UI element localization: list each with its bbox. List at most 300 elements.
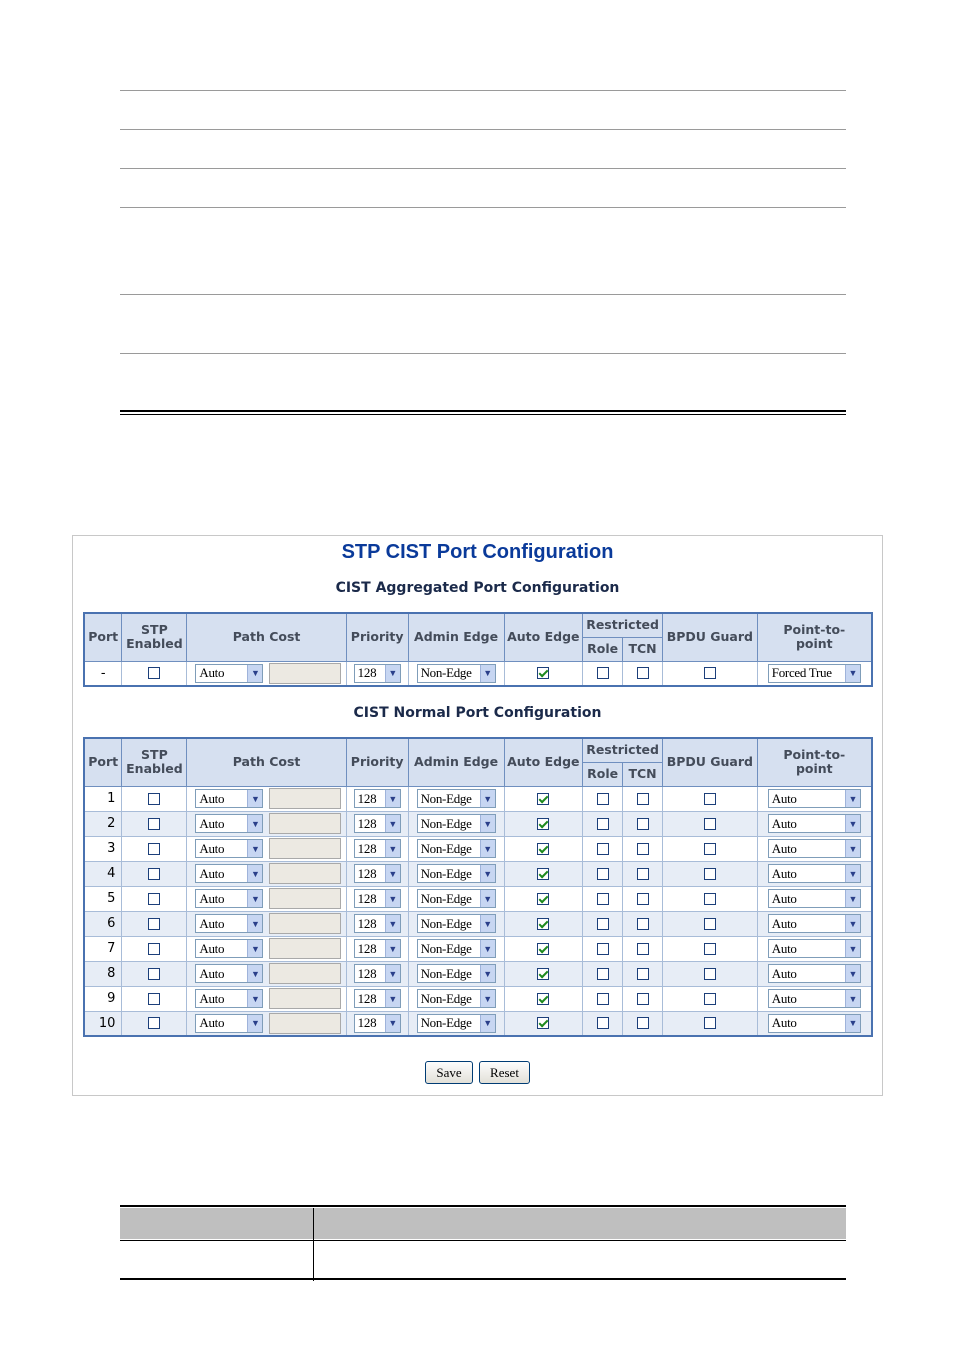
column-divider (313, 1208, 314, 1281)
rule-line (120, 90, 846, 91)
rule-line (120, 1205, 846, 1207)
admin-edge-cell (408, 961, 504, 986)
point-to-point-select[interactable] (768, 964, 861, 983)
stp-enabled-checkbox[interactable] (148, 943, 160, 955)
auto-edge-checkbox[interactable] (537, 893, 549, 905)
bpdu-guard-cell (663, 661, 758, 686)
chevron-down-icon: ▼ (247, 840, 262, 857)
restricted-role-checkbox[interactable] (597, 968, 609, 980)
chevron-down-icon: ▼ (247, 1015, 262, 1032)
chevron-down-icon: ▼ (480, 940, 495, 957)
chevron-down-icon: ▼ (480, 665, 495, 682)
restricted-role-checkbox[interactable] (597, 1017, 609, 1029)
select-value: Non-Edge (420, 940, 472, 956)
select-value: Auto (199, 790, 225, 806)
chevron-down-icon: ▼ (247, 965, 262, 982)
auto-edge-checkbox[interactable] (537, 1017, 549, 1029)
admin-edge-select[interactable] (417, 989, 496, 1008)
auto-edge-checkbox[interactable] (537, 868, 549, 880)
stp-enabled-cell (122, 661, 187, 686)
path-cost-input[interactable] (269, 663, 341, 684)
priority-select[interactable] (354, 839, 401, 858)
chevron-down-icon: ▼ (385, 840, 400, 857)
stp-enabled-checkbox[interactable] (148, 993, 160, 1005)
auto-edge-cell (504, 886, 583, 911)
chevron-down-icon: ▼ (247, 890, 262, 907)
point-to-point-cell (757, 961, 872, 986)
chevron-down-icon: ▼ (385, 1015, 400, 1032)
point-to-point-select[interactable] (768, 889, 861, 908)
bpdu-guard-checkbox[interactable] (704, 1017, 716, 1029)
role-cell (583, 961, 623, 986)
restricted-tcn-checkbox[interactable] (637, 943, 649, 955)
stp-enabled-cell (122, 786, 187, 811)
path-cost-cell (187, 911, 346, 936)
chevron-down-icon: ▼ (385, 815, 400, 832)
admin-edge-select[interactable] (417, 864, 496, 883)
chevron-down-icon: ▼ (845, 965, 860, 982)
restricted-tcn-checkbox[interactable] (637, 667, 649, 679)
path-cost-select[interactable] (195, 789, 263, 808)
priority-select[interactable] (354, 864, 401, 883)
select-value: Non-Edge (420, 915, 472, 931)
rule-line (120, 414, 846, 415)
select-value: Auto (771, 965, 797, 981)
admin-edge-cell (408, 936, 504, 961)
priority-cell (346, 961, 408, 986)
role-cell (583, 911, 623, 936)
priority-cell (346, 786, 408, 811)
path-cost-input[interactable] (269, 913, 341, 934)
select-value: Auto (771, 940, 797, 956)
point-to-point-select[interactable] (768, 864, 861, 883)
bpdu-guard-checkbox[interactable] (704, 918, 716, 930)
path-cost-input[interactable] (269, 863, 341, 884)
select-value: Auto (771, 890, 797, 906)
bpdu-guard-checkbox[interactable] (704, 818, 716, 830)
restricted-tcn-checkbox[interactable] (637, 968, 649, 980)
restricted-role-checkbox[interactable] (597, 793, 609, 805)
col-path-cost: Path Cost (187, 613, 346, 661)
restricted-tcn-checkbox[interactable] (637, 793, 649, 805)
point-to-point-cell (757, 836, 872, 861)
restricted-role-checkbox[interactable] (597, 868, 609, 880)
path-cost-select[interactable] (195, 989, 263, 1008)
chevron-down-icon: ▼ (480, 890, 495, 907)
restricted-tcn-checkbox[interactable] (637, 1017, 649, 1029)
restricted-tcn-checkbox[interactable] (637, 868, 649, 880)
aggregated-port-table (83, 612, 873, 687)
save-button[interactable]: Save (425, 1061, 473, 1084)
path-cost-select[interactable] (195, 914, 263, 933)
stp-enabled-checkbox[interactable] (148, 1017, 160, 1029)
auto-edge-checkbox[interactable] (537, 968, 549, 980)
priority-select[interactable] (354, 789, 401, 808)
point-to-point-cell (757, 786, 872, 811)
chevron-down-icon: ▼ (480, 790, 495, 807)
admin-edge-select[interactable] (417, 814, 496, 833)
port-number: 10 (84, 1011, 122, 1036)
auto-edge-checkbox[interactable] (537, 843, 549, 855)
reset-button[interactable]: Reset (479, 1061, 530, 1084)
port-number: 2 (84, 811, 122, 836)
table-row (84, 986, 872, 1011)
chevron-down-icon: ▼ (480, 1015, 495, 1032)
col-label: Enabled (126, 761, 183, 777)
select-value: Auto (771, 840, 797, 856)
auto-edge-cell (504, 911, 583, 936)
select-value: Forced True (771, 665, 832, 681)
chevron-down-icon: ▼ (247, 915, 262, 932)
priority-cell (346, 1011, 408, 1036)
admin-edge-cell (408, 811, 504, 836)
select-value: Non-Edge (420, 965, 472, 981)
role-cell (583, 811, 623, 836)
auto-edge-checkbox[interactable] (537, 793, 549, 805)
priority-cell (346, 811, 408, 836)
table-row (84, 1011, 872, 1036)
chevron-down-icon: ▼ (480, 865, 495, 882)
col-label: Point-to- (783, 747, 846, 763)
point-to-point-cell (757, 911, 872, 936)
point-to-point-cell (757, 811, 872, 836)
select-value: Non-Edge (420, 790, 472, 806)
bpdu-guard-checkbox[interactable] (704, 968, 716, 980)
bpdu-guard-checkbox[interactable] (704, 843, 716, 855)
chevron-down-icon: ▼ (845, 915, 860, 932)
chevron-down-icon: ▼ (845, 665, 860, 682)
select-value: 128 (357, 665, 377, 681)
stp-enabled-checkbox[interactable] (148, 918, 160, 930)
restricted-role-checkbox[interactable] (597, 843, 609, 855)
point-to-point-select[interactable] (768, 664, 861, 683)
auto-edge-checkbox[interactable] (537, 918, 549, 930)
restricted-tcn-checkbox[interactable] (637, 818, 649, 830)
rule-line (120, 353, 846, 354)
col-restricted: Restricted (583, 738, 663, 762)
priority-select[interactable] (354, 889, 401, 908)
path-cost-select[interactable] (195, 839, 263, 858)
table-row (84, 936, 872, 961)
point-to-point-cell (757, 886, 872, 911)
admin-edge-select[interactable] (417, 1014, 496, 1033)
chevron-down-icon: ▼ (480, 815, 495, 832)
select-value: Non-Edge (420, 815, 472, 831)
select-value: Non-Edge (420, 990, 472, 1006)
point-to-point-select[interactable] (768, 789, 861, 808)
stp-enabled-checkbox[interactable] (148, 818, 160, 830)
stp-enabled-cell (122, 1011, 187, 1036)
col-label: point (795, 761, 833, 777)
point-to-point-select[interactable] (768, 839, 861, 858)
tcn-cell (623, 886, 663, 911)
chevron-down-icon: ▼ (385, 865, 400, 882)
tcn-cell (623, 661, 663, 686)
select-value: Auto (771, 1015, 797, 1031)
col-restricted: Restricted (583, 613, 663, 637)
rule-line (120, 294, 846, 295)
select-value: 128 (357, 890, 377, 906)
select-value: Non-Edge (420, 890, 472, 906)
select-value: Auto (199, 1015, 225, 1031)
col-priority: Priority (346, 738, 408, 786)
stp-enabled-checkbox[interactable] (148, 667, 160, 679)
priority-cell (346, 836, 408, 861)
col-tcn: TCN (623, 637, 663, 661)
admin-edge-select[interactable] (417, 964, 496, 983)
rule-line (120, 168, 846, 169)
path-cost-select[interactable] (195, 889, 263, 908)
admin-edge-select[interactable] (417, 889, 496, 908)
priority-cell (346, 936, 408, 961)
port-number: 9 (84, 986, 122, 1011)
stp-enabled-cell (122, 961, 187, 986)
path-cost-cell (187, 886, 346, 911)
col-bpdu-guard: BPDU Guard (663, 738, 758, 786)
restricted-role-checkbox[interactable] (597, 943, 609, 955)
point-to-point-cell (757, 936, 872, 961)
rule-line (120, 1240, 846, 1241)
chevron-down-icon: ▼ (845, 790, 860, 807)
table-row (84, 836, 872, 861)
priority-select[interactable] (354, 964, 401, 983)
auto-edge-cell (504, 1011, 583, 1036)
col-stp-enabled (122, 738, 187, 786)
tcn-cell (623, 936, 663, 961)
path-cost-select[interactable] (195, 964, 263, 983)
select-value: 128 (357, 815, 377, 831)
path-cost-cell (187, 836, 346, 861)
admin-edge-select[interactable] (417, 939, 496, 958)
priority-cell (346, 661, 408, 686)
page-title: STP CIST Port Configuration (341, 541, 614, 563)
chevron-down-icon: ▼ (480, 915, 495, 932)
col-auto-edge: Auto Edge (504, 738, 583, 786)
role-cell (583, 661, 623, 686)
chevron-down-icon: ▼ (845, 940, 860, 957)
bpdu-guard-checkbox[interactable] (704, 667, 716, 679)
role-cell (583, 986, 623, 1011)
admin-edge-cell (408, 886, 504, 911)
chevron-down-icon: ▼ (385, 915, 400, 932)
stp-enabled-checkbox[interactable] (148, 868, 160, 880)
admin-edge-cell (408, 836, 504, 861)
path-cost-select[interactable] (195, 864, 263, 883)
path-cost-cell (187, 986, 346, 1011)
path-cost-input[interactable] (269, 1013, 341, 1034)
path-cost-input[interactable] (269, 938, 341, 959)
chevron-down-icon: ▼ (845, 840, 860, 857)
auto-edge-cell (504, 836, 583, 861)
table-row (84, 661, 872, 686)
restricted-role-checkbox[interactable] (597, 993, 609, 1005)
col-point-to-point (757, 613, 872, 661)
admin-edge-select[interactable] (417, 664, 496, 683)
stp-enabled-cell (122, 811, 187, 836)
col-path-cost: Path Cost (187, 738, 346, 786)
stp-enabled-cell (122, 886, 187, 911)
point-to-point-cell (757, 1011, 872, 1036)
normal-section-title: CIST Normal Port Configuration (353, 705, 602, 721)
admin-edge-select[interactable] (417, 789, 496, 808)
stp-enabled-checkbox[interactable] (148, 793, 160, 805)
select-value: 128 (357, 840, 377, 856)
path-cost-input[interactable] (269, 988, 341, 1009)
path-cost-select[interactable] (195, 814, 263, 833)
select-value: 128 (357, 1015, 377, 1031)
select-value: Auto (199, 840, 225, 856)
stp-enabled-cell (122, 986, 187, 1011)
table-row (84, 786, 872, 811)
select-value: Non-Edge (420, 865, 472, 881)
priority-select[interactable] (354, 914, 401, 933)
restricted-role-checkbox[interactable] (597, 918, 609, 930)
admin-edge-select[interactable] (417, 839, 496, 858)
bpdu-guard-cell (663, 836, 758, 861)
bpdu-guard-checkbox[interactable] (704, 943, 716, 955)
col-label: point (795, 636, 833, 652)
rule-line (120, 129, 846, 130)
port-number: 3 (84, 836, 122, 861)
select-value: 128 (357, 990, 377, 1006)
restricted-role-checkbox[interactable] (597, 667, 609, 679)
chevron-down-icon: ▼ (480, 990, 495, 1007)
bpdu-guard-checkbox[interactable] (704, 993, 716, 1005)
bpdu-guard-cell (663, 886, 758, 911)
aggregated-section-title: CIST Aggregated Port Configuration (335, 580, 620, 596)
chevron-down-icon: ▼ (845, 1015, 860, 1032)
auto-edge-checkbox[interactable] (537, 667, 549, 679)
col-admin-edge: Admin Edge (408, 613, 504, 661)
bpdu-guard-checkbox[interactable] (704, 893, 716, 905)
chevron-down-icon: ▼ (247, 790, 262, 807)
table-bottom-rule (120, 410, 846, 412)
bpdu-guard-cell (663, 1011, 758, 1036)
auto-edge-checkbox[interactable] (537, 993, 549, 1005)
chevron-down-icon: ▼ (385, 940, 400, 957)
port-number: 6 (84, 911, 122, 936)
point-to-point-select[interactable] (768, 989, 861, 1008)
restricted-tcn-checkbox[interactable] (637, 893, 649, 905)
tcn-cell (623, 1011, 663, 1036)
restricted-tcn-checkbox[interactable] (637, 993, 649, 1005)
port-number: 5 (84, 886, 122, 911)
select-value: Auto (199, 815, 225, 831)
priority-select[interactable] (354, 1014, 401, 1033)
restricted-tcn-checkbox[interactable] (637, 843, 649, 855)
select-value: Auto (771, 865, 797, 881)
auto-edge-cell (504, 661, 583, 686)
select-value: 128 (357, 965, 377, 981)
admin-edge-cell (408, 1011, 504, 1036)
bpdu-guard-checkbox[interactable] (704, 793, 716, 805)
col-point-to-point (757, 738, 872, 786)
role-cell (583, 786, 623, 811)
path-cost-input[interactable] (269, 788, 341, 809)
path-cost-select[interactable] (195, 939, 263, 958)
col-label: Enabled (126, 636, 183, 652)
table-header-row (120, 1208, 846, 1239)
bpdu-guard-checkbox[interactable] (704, 868, 716, 880)
admin-edge-select[interactable] (417, 914, 496, 933)
port-number: 7 (84, 936, 122, 961)
point-to-point-select[interactable] (768, 939, 861, 958)
point-to-point-select[interactable] (768, 1014, 861, 1033)
priority-select[interactable] (354, 664, 401, 683)
auto-edge-checkbox[interactable] (537, 943, 549, 955)
select-value: 128 (357, 790, 377, 806)
select-value: Auto (199, 865, 225, 881)
bpdu-guard-cell (663, 811, 758, 836)
path-cost-select[interactable] (195, 664, 263, 683)
admin-edge-cell (408, 986, 504, 1011)
priority-select[interactable] (354, 814, 401, 833)
port-number: 4 (84, 861, 122, 886)
col-label: STP (141, 622, 168, 638)
tcn-cell (623, 911, 663, 936)
auto-edge-cell (504, 811, 583, 836)
bpdu-guard-cell (663, 936, 758, 961)
table-row (84, 886, 872, 911)
tcn-cell (623, 986, 663, 1011)
priority-select[interactable] (354, 939, 401, 958)
admin-edge-cell (408, 911, 504, 936)
chevron-down-icon: ▼ (385, 790, 400, 807)
path-cost-input[interactable] (269, 888, 341, 909)
restricted-role-checkbox[interactable] (597, 818, 609, 830)
path-cost-cell (187, 1011, 346, 1036)
admin-edge-cell (408, 661, 504, 686)
auto-edge-checkbox[interactable] (537, 818, 549, 830)
auto-edge-cell (504, 936, 583, 961)
stp-enabled-checkbox[interactable] (148, 843, 160, 855)
stp-enabled-checkbox[interactable] (148, 968, 160, 980)
priority-cell (346, 986, 408, 1011)
col-role: Role (583, 637, 623, 661)
chevron-down-icon: ▼ (480, 965, 495, 982)
point-to-point-cell (757, 986, 872, 1011)
select-value: 128 (357, 940, 377, 956)
stp-enabled-checkbox[interactable] (148, 893, 160, 905)
select-value: Auto (199, 940, 225, 956)
rule-line (120, 1278, 846, 1280)
select-value: Non-Edge (420, 840, 472, 856)
point-to-point-select[interactable] (768, 814, 861, 833)
stp-enabled-cell (122, 861, 187, 886)
chevron-down-icon: ▼ (845, 890, 860, 907)
chevron-down-icon: ▼ (385, 990, 400, 1007)
chevron-down-icon: ▼ (247, 865, 262, 882)
path-cost-cell (187, 861, 346, 886)
col-label: STP (141, 747, 168, 763)
table-row (84, 861, 872, 886)
col-stp-enabled (122, 613, 187, 661)
col-admin-edge: Admin Edge (408, 738, 504, 786)
path-cost-input[interactable] (269, 838, 341, 859)
path-cost-input[interactable] (269, 963, 341, 984)
priority-select[interactable] (354, 989, 401, 1008)
point-to-point-select[interactable] (768, 914, 861, 933)
select-value: Auto (199, 915, 225, 931)
path-cost-input[interactable] (269, 813, 341, 834)
restricted-role-checkbox[interactable] (597, 893, 609, 905)
col-tcn: TCN (623, 762, 663, 786)
path-cost-select[interactable] (195, 1014, 263, 1033)
path-cost-cell (187, 786, 346, 811)
restricted-tcn-checkbox[interactable] (637, 918, 649, 930)
select-value: Auto (199, 890, 225, 906)
normal-port-table (83, 737, 873, 1037)
